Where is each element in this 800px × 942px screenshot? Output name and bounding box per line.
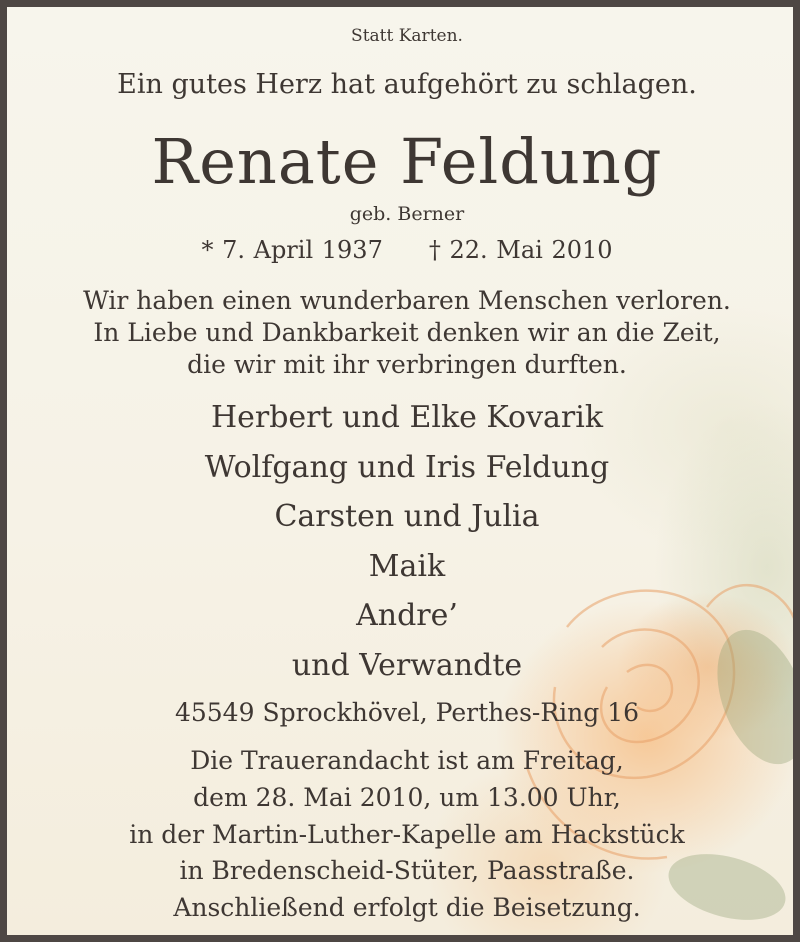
mourner-line: Carsten und Julia <box>274 499 540 534</box>
intro-text: Ein gutes Herz hat aufgehört zu schlagen. <box>117 69 697 100</box>
service-line: Anschließend erfolgt die Beisetzung. <box>173 893 641 922</box>
service-line: Die Trauerandacht ist am Freitag, <box>190 746 624 775</box>
message-line: Wir haben einen wunderbaren Menschen verloren. <box>83 286 731 315</box>
birth-date: * 7. April 1937 <box>201 236 383 264</box>
deceased-name: Renate Feldung <box>151 125 663 198</box>
life-dates <box>14 236 800 264</box>
mourner-line: Andre’ <box>356 598 458 633</box>
death-date: † 22. Mai 2010 <box>428 236 613 264</box>
service-line: in der Martin-Luther-Kapelle am Hackstück <box>129 820 685 849</box>
mourner-line: Herbert und Elke Kovarik <box>210 400 604 435</box>
mourner-line: und Verwandte <box>291 648 523 683</box>
mourner-line: Wolfgang und Iris Feldung <box>204 450 610 485</box>
address-text: 45549 Sprockhövel, Perthes-Ring 16 <box>174 698 640 727</box>
birth-name: geb. Berner <box>349 203 465 225</box>
mourner-line: Maik <box>368 549 446 584</box>
header-text: Statt Karten. <box>351 26 463 46</box>
message-line: In Liebe und Dankbarkeit denken wir an die Zeit, <box>93 318 721 347</box>
service-line: in Bredenscheid-Stüter, Paasstraße. <box>179 856 635 885</box>
service-line: dem 28. Mai 2010, um 13.00 Uhr, <box>193 783 621 812</box>
message-line: die wir mit ihr verbringen durften. <box>187 350 627 379</box>
